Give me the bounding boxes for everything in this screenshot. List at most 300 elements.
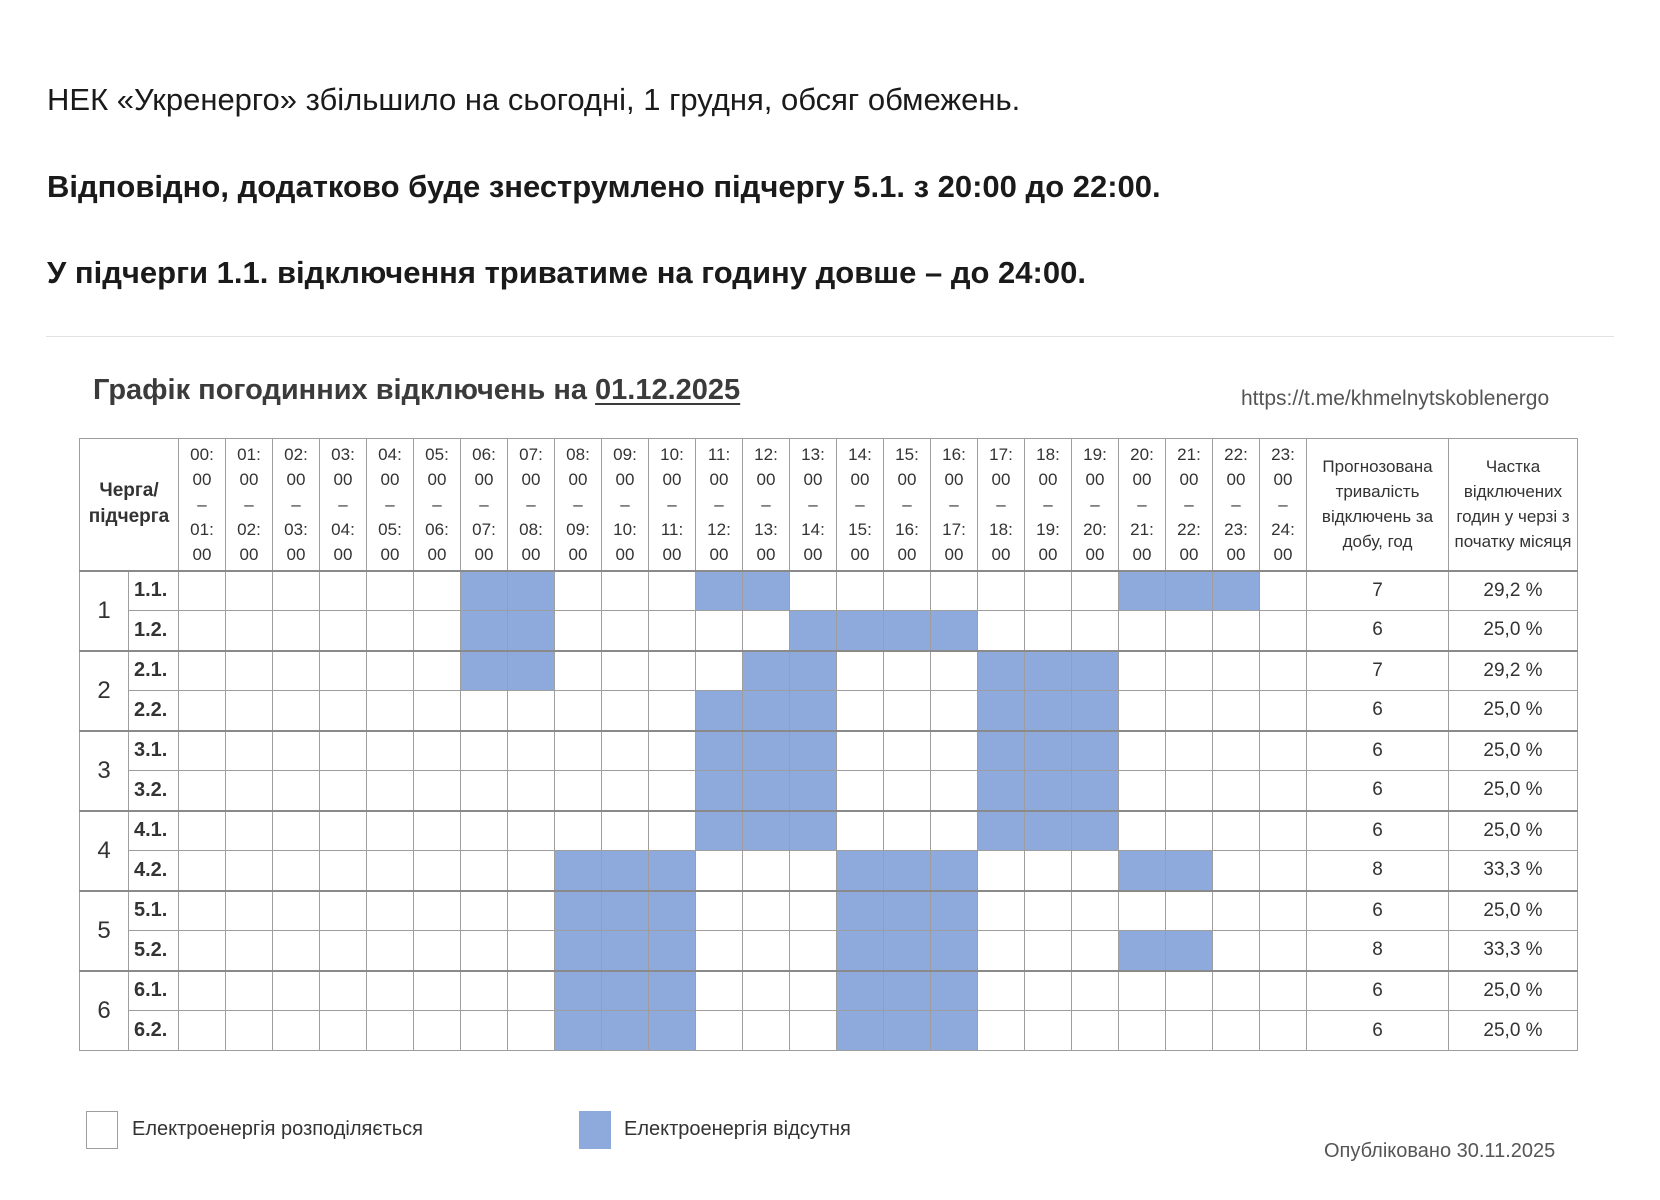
hour-header-part: 22: <box>1224 444 1248 464</box>
hour-header-part: 00 <box>1132 544 1152 564</box>
hour-cell-power <box>931 571 978 611</box>
subqueue-label: 6.1. <box>129 971 179 1011</box>
hour-cell-power <box>1119 651 1166 691</box>
hour-header-part: – <box>197 494 207 514</box>
hour-cell-power <box>320 651 367 691</box>
hour-cell-power <box>367 851 414 891</box>
queue-row <box>80 571 1578 611</box>
schedule-title-date: 01.12.2025 <box>595 374 741 406</box>
hour-cell-power <box>461 971 508 1011</box>
hour-cell-power <box>602 691 649 731</box>
hour-cell-power <box>320 971 367 1011</box>
hour-cell-power <box>1260 651 1307 691</box>
hour-cell-power <box>696 931 743 971</box>
hour-header-part: 00 <box>944 469 964 489</box>
hour-header-part: 00 <box>239 469 259 489</box>
duration-value: 7 <box>1307 571 1449 611</box>
queue-row <box>80 771 1578 811</box>
hour-cell-power <box>226 971 273 1011</box>
hour-header-part: 24: <box>1271 519 1295 539</box>
duration-value: 6 <box>1307 971 1449 1011</box>
hour-cell-power <box>273 811 320 851</box>
hour-cell-power <box>226 851 273 891</box>
hour-cell-outage <box>555 851 602 891</box>
hour-header-part: 00 <box>709 544 729 564</box>
hour-header-part: 00 <box>427 544 447 564</box>
subqueue-label: 4.1. <box>129 811 179 851</box>
hour-cell-power <box>743 971 790 1011</box>
hour-header-part: 00 <box>709 469 729 489</box>
hour-header-part: 10: <box>660 444 684 464</box>
hour-header-part: 13: <box>754 519 778 539</box>
hour-cell-power <box>978 611 1025 651</box>
hour-header-part: 00 <box>662 469 682 489</box>
hour-cell-power <box>367 571 414 611</box>
hour-header-part: 00 <box>991 544 1011 564</box>
hour-header <box>743 439 790 571</box>
hour-header-part: 00 <box>568 469 588 489</box>
hour-cell-power <box>226 1011 273 1051</box>
hour-cell-outage <box>696 731 743 771</box>
hour-header-part: 00 <box>1038 544 1058 564</box>
hour-cell-outage <box>696 691 743 731</box>
hour-cell-power <box>320 771 367 811</box>
hour-cell-power <box>1119 771 1166 811</box>
hour-header-part: 00 <box>944 544 964 564</box>
share-value: 25,0 % <box>1449 731 1578 771</box>
subqueue-label: 2.2. <box>129 691 179 731</box>
hour-cell-outage <box>1119 931 1166 971</box>
hour-header-part: 00 <box>521 544 541 564</box>
hour-cell-power <box>555 571 602 611</box>
hour-cell-outage <box>1025 811 1072 851</box>
queue-group-label: 1 <box>80 571 129 651</box>
hour-cell-power <box>367 611 414 651</box>
hour-cell-outage <box>743 771 790 811</box>
hour-cell-outage <box>461 611 508 651</box>
schedule-title-prefix: Графік погодинних відключень на <box>93 374 587 406</box>
hour-cell-power <box>414 851 461 891</box>
hour-header <box>1213 439 1260 571</box>
hour-cell-power <box>790 971 837 1011</box>
hour-cell-outage <box>602 971 649 1011</box>
hour-cell-outage <box>931 611 978 651</box>
hour-cell-power <box>179 611 226 651</box>
hour-cell-power <box>367 931 414 971</box>
hour-header-part: – <box>1184 494 1194 514</box>
hour-header <box>1119 439 1166 571</box>
hour-cell-outage <box>978 651 1025 691</box>
hour-cell-power <box>1072 891 1119 931</box>
hour-cell-outage <box>743 691 790 731</box>
announcement-paragraph-bold: У підчерги 1.1. відключення триватиме на годину довше – до 24:00. <box>47 255 1086 290</box>
hour-cell-outage <box>1166 931 1213 971</box>
hour-cell-power <box>273 611 320 651</box>
hour-cell-power <box>273 651 320 691</box>
hour-header-part: 00 <box>239 544 259 564</box>
hour-header-part: 11: <box>707 444 731 464</box>
hour-cell-power <box>367 891 414 931</box>
hour-cell-power <box>978 931 1025 971</box>
hour-cell-outage <box>790 691 837 731</box>
hour-header-part: – <box>1278 494 1288 514</box>
queue-row <box>80 891 1578 931</box>
subqueue-label: 1.2. <box>129 611 179 651</box>
hour-cell-outage <box>837 891 884 931</box>
hour-cell-outage <box>978 811 1025 851</box>
hour-header <box>179 439 226 571</box>
hour-header-part: – <box>385 494 395 514</box>
hour-header-part: 00 <box>192 469 212 489</box>
hour-cell-power <box>837 571 884 611</box>
hour-cell-power <box>320 1011 367 1051</box>
hour-cell-outage <box>837 1011 884 1051</box>
hour-header-part: 08: <box>519 519 543 539</box>
hour-cell-power <box>1260 691 1307 731</box>
hour-header-part: 06: <box>425 519 449 539</box>
hour-cell-power <box>743 611 790 651</box>
hour-cell-power <box>1260 891 1307 931</box>
hour-header-part: 00 <box>380 544 400 564</box>
subqueue-label: 6.2. <box>129 1011 179 1051</box>
hour-cell-power <box>1260 971 1307 1011</box>
hour-cell-outage <box>555 1011 602 1051</box>
hour-header-part: 04: <box>378 444 402 464</box>
hour-header <box>414 439 461 571</box>
hour-cell-power <box>743 1011 790 1051</box>
hour-cell-outage <box>649 931 696 971</box>
hour-cell-outage <box>1025 771 1072 811</box>
hour-cell-outage <box>743 811 790 851</box>
queue-row <box>80 811 1578 851</box>
hour-header-part: – <box>620 494 630 514</box>
header-queue: Черга/ підчерга <box>80 439 179 571</box>
hour-header-part: 00 <box>427 469 447 489</box>
hour-header <box>931 439 978 571</box>
hour-header <box>790 439 837 571</box>
hour-cell-power <box>884 691 931 731</box>
hour-header-part: 09: <box>566 519 590 539</box>
hour-cell-power <box>320 571 367 611</box>
hour-cell-power <box>508 971 555 1011</box>
hour-cell-outage <box>1025 691 1072 731</box>
hour-cell-outage <box>884 931 931 971</box>
queue-group-label: 6 <box>80 971 129 1051</box>
hour-cell-outage <box>790 731 837 771</box>
hour-header-part: 18: <box>1036 444 1060 464</box>
hour-cell-power <box>1260 811 1307 851</box>
hour-header-part: – <box>667 494 677 514</box>
hour-header-part: 06: <box>472 444 496 464</box>
hour-header-part: 10: <box>613 519 637 539</box>
hour-cell-outage <box>790 611 837 651</box>
queue-group-label: 3 <box>80 731 129 811</box>
hour-cell-power <box>1025 971 1072 1011</box>
hour-cell-power <box>790 931 837 971</box>
hour-header-part: 04: <box>331 519 355 539</box>
hour-cell-outage <box>649 1011 696 1051</box>
hour-cell-power <box>602 651 649 691</box>
hour-header-part: 14: <box>848 444 872 464</box>
hour-cell-power <box>790 1011 837 1051</box>
hour-header-part: 20: <box>1130 444 1154 464</box>
hour-cell-power <box>931 811 978 851</box>
hour-cell-power <box>508 931 555 971</box>
hour-cell-outage <box>602 891 649 931</box>
hour-cell-power <box>508 811 555 851</box>
hour-cell-outage <box>508 611 555 651</box>
hour-cell-power <box>555 651 602 691</box>
hour-header-part: – <box>808 494 818 514</box>
hour-header-part: 00 <box>1226 544 1246 564</box>
hour-cell-power <box>1025 571 1072 611</box>
share-value: 25,0 % <box>1449 971 1578 1011</box>
hour-header-part: 03: <box>331 444 355 464</box>
duration-value: 8 <box>1307 851 1449 891</box>
duration-value: 6 <box>1307 891 1449 931</box>
subqueue-label: 1.1. <box>129 571 179 611</box>
hour-cell-power <box>179 651 226 691</box>
hour-cell-power <box>273 931 320 971</box>
hour-cell-power <box>273 891 320 931</box>
hour-cell-power <box>461 931 508 971</box>
hour-cell-power <box>1025 931 1072 971</box>
hour-header <box>320 439 367 571</box>
hour-header <box>508 439 555 571</box>
duration-value: 6 <box>1307 611 1449 651</box>
hour-header-part: 00 <box>333 469 353 489</box>
hour-header <box>884 439 931 571</box>
hour-cell-power <box>837 651 884 691</box>
hour-cell-power <box>1025 611 1072 651</box>
hour-cell-outage <box>649 851 696 891</box>
hour-header-part: 08: <box>566 444 590 464</box>
hour-cell-outage <box>1119 851 1166 891</box>
hour-cell-power <box>508 691 555 731</box>
hour-cell-outage <box>837 971 884 1011</box>
share-value: 25,0 % <box>1449 811 1578 851</box>
hour-cell-outage <box>1072 691 1119 731</box>
hour-cell-outage <box>931 931 978 971</box>
hour-cell-power <box>978 971 1025 1011</box>
hour-cell-power <box>790 851 837 891</box>
hour-header-part: 17: <box>989 444 1013 464</box>
hour-cell-power <box>1072 931 1119 971</box>
hour-header-part: 07: <box>472 519 496 539</box>
hour-cell-power <box>931 691 978 731</box>
hour-header-part: 00 <box>568 544 588 564</box>
hour-cell-power <box>273 1011 320 1051</box>
hour-cell-power <box>790 891 837 931</box>
hour-cell-power <box>273 691 320 731</box>
hour-cell-power <box>743 851 790 891</box>
subqueue-label: 2.1. <box>129 651 179 691</box>
hour-cell-power <box>179 1011 226 1051</box>
hour-cell-power <box>602 611 649 651</box>
hour-cell-power <box>320 811 367 851</box>
hour-header-part: – <box>902 494 912 514</box>
queue-row <box>80 931 1578 971</box>
hour-header-part: 00 <box>615 544 635 564</box>
hour-header-part: 00 <box>897 469 917 489</box>
hour-cell-outage <box>790 771 837 811</box>
hour-cell-power <box>1260 771 1307 811</box>
hour-cell-outage <box>602 851 649 891</box>
queue-group-label: 5 <box>80 891 129 971</box>
hour-cell-power <box>508 771 555 811</box>
hour-cell-power <box>1260 1011 1307 1051</box>
duration-value: 6 <box>1307 811 1449 851</box>
hour-header-part: 09: <box>613 444 637 464</box>
header-share: Частка відключених годин у черзі з початку місяця <box>1449 439 1578 571</box>
hour-cell-power <box>179 771 226 811</box>
hour-header-part: – <box>1137 494 1147 514</box>
hour-cell-power <box>414 811 461 851</box>
hour-cell-power <box>226 571 273 611</box>
hour-cell-power <box>696 971 743 1011</box>
hour-header-part: – <box>479 494 489 514</box>
hour-cell-outage <box>1166 571 1213 611</box>
hour-cell-power <box>367 691 414 731</box>
duration-value: 6 <box>1307 771 1449 811</box>
hour-header-part: 00 <box>474 544 494 564</box>
hour-cell-outage <box>1119 571 1166 611</box>
hour-cell-outage <box>743 571 790 611</box>
hour-cell-power <box>837 811 884 851</box>
hour-cell-power <box>508 851 555 891</box>
hour-cell-power <box>555 611 602 651</box>
hour-cell-power <box>1213 651 1260 691</box>
hour-header <box>367 439 414 571</box>
hour-cell-power <box>978 851 1025 891</box>
hour-cell-power <box>273 771 320 811</box>
hour-cell-power <box>179 931 226 971</box>
hour-cell-power <box>461 891 508 931</box>
hour-cell-outage <box>884 611 931 651</box>
hour-header-part: 00 <box>1273 469 1293 489</box>
hour-cell-power <box>461 851 508 891</box>
hour-cell-power <box>461 731 508 771</box>
hour-header <box>1166 439 1213 571</box>
queue-row <box>80 691 1578 731</box>
hour-header-part: – <box>761 494 771 514</box>
hour-cell-power <box>367 651 414 691</box>
hour-header-part: 00 <box>333 544 353 564</box>
hour-cell-power <box>1166 771 1213 811</box>
announcement-paragraph-bold: Відповідно, додатково буде знеструмлено підчергу 5.1. з 20:00 до 22:00. <box>47 169 1161 204</box>
share-value: 33,3 % <box>1449 851 1578 891</box>
hour-header-part: – <box>244 494 254 514</box>
hour-cell-power <box>1119 971 1166 1011</box>
hour-header-part: – <box>714 494 724 514</box>
legend-label-available: Електроенергія розподіляється <box>132 1118 423 1140</box>
hour-cell-outage <box>555 971 602 1011</box>
hour-header <box>273 439 320 571</box>
hour-header-part: 00 <box>1085 544 1105 564</box>
hour-cell-power <box>602 731 649 771</box>
queue-row <box>80 851 1578 891</box>
hour-cell-power <box>931 771 978 811</box>
hour-cell-outage <box>884 891 931 931</box>
hour-header-part: 13: <box>801 444 825 464</box>
hour-header-part: – <box>996 494 1006 514</box>
hour-cell-outage <box>649 891 696 931</box>
hour-cell-power <box>1260 571 1307 611</box>
hour-cell-power <box>837 771 884 811</box>
hour-header <box>1072 439 1119 571</box>
hour-header-part: 00 <box>991 469 1011 489</box>
hour-cell-power <box>696 611 743 651</box>
hour-cell-power <box>1213 771 1260 811</box>
hour-header-part: 05: <box>378 519 402 539</box>
hour-cell-power <box>414 771 461 811</box>
telegram-link[interactable]: https://t.me/khmelnytskoblenergo <box>1241 387 1550 410</box>
hour-header-part: 00 <box>1132 469 1152 489</box>
share-value: 25,0 % <box>1449 611 1578 651</box>
hour-header-part: – <box>949 494 959 514</box>
queue-row <box>80 611 1578 651</box>
hour-cell-power <box>508 1011 555 1051</box>
hour-cell-outage <box>1166 851 1213 891</box>
hour-header-part: 00: <box>190 444 214 464</box>
hour-cell-power <box>1072 851 1119 891</box>
hour-cell-power <box>226 891 273 931</box>
hour-cell-outage <box>555 891 602 931</box>
hour-header-part: 00 <box>1179 544 1199 564</box>
hour-cell-power <box>931 651 978 691</box>
hour-cell-outage <box>931 1011 978 1051</box>
hour-header-part: 01: <box>237 444 261 464</box>
hour-header-part: 19: <box>1083 444 1107 464</box>
hour-cell-outage <box>602 1011 649 1051</box>
hour-header-part: – <box>432 494 442 514</box>
subqueue-label: 3.2. <box>129 771 179 811</box>
separator-line <box>46 336 1614 337</box>
hour-cell-power <box>649 691 696 731</box>
hour-cell-power <box>602 571 649 611</box>
hour-cell-power <box>273 731 320 771</box>
hour-cell-outage <box>1025 651 1072 691</box>
hour-header <box>978 439 1025 571</box>
published-date: Опубліковано 30.11.2025 <box>1324 1140 1556 1162</box>
hour-header-part: 16: <box>895 519 919 539</box>
hour-cell-power <box>1072 1011 1119 1051</box>
hour-cell-outage <box>978 731 1025 771</box>
hour-cell-outage <box>508 571 555 611</box>
hour-cell-power <box>414 611 461 651</box>
hour-cell-power <box>226 771 273 811</box>
hour-header-part: 00 <box>380 469 400 489</box>
hour-cell-power <box>1166 691 1213 731</box>
hour-header <box>1260 439 1307 571</box>
hour-header-part: 12: <box>707 519 731 539</box>
hour-cell-power <box>1260 931 1307 971</box>
hour-cell-power <box>1119 691 1166 731</box>
hour-cell-power <box>978 1011 1025 1051</box>
hour-cell-power <box>273 971 320 1011</box>
hour-header-part: 23: <box>1271 444 1295 464</box>
hour-cell-power <box>1260 731 1307 771</box>
hour-header <box>1025 439 1072 571</box>
hour-cell-power <box>743 891 790 931</box>
hour-cell-power <box>226 931 273 971</box>
share-value: 29,2 % <box>1449 651 1578 691</box>
legend-label-absent: Електроенергія відсутня <box>624 1118 851 1140</box>
header-duration: Прогнозована тривалість відключень за добу, год <box>1307 439 1449 571</box>
hour-cell-power <box>461 1011 508 1051</box>
hour-header-part: – <box>1231 494 1241 514</box>
hour-cell-outage <box>461 651 508 691</box>
